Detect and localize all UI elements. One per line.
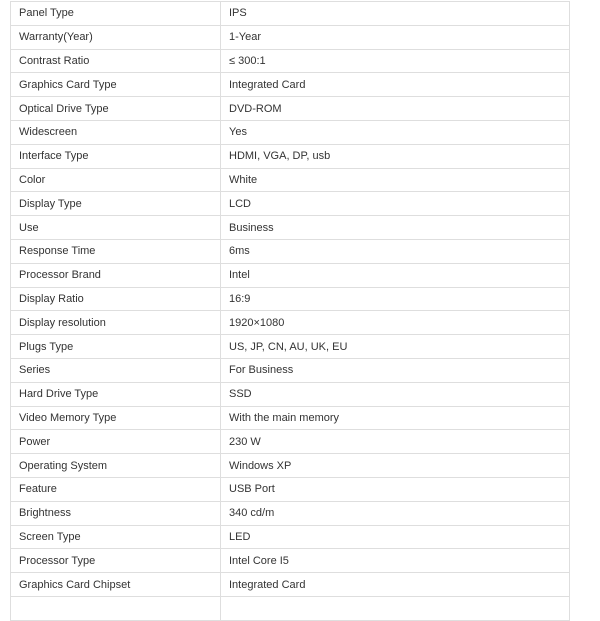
spec-value: US, JP, CN, AU, UK, EU [221,335,570,359]
table-row [11,382,570,406]
spec-value: Intel Core I5 [221,549,570,573]
spec-value: 340 cd/m [221,501,570,525]
spec-label: Feature [11,477,221,501]
spec-label: Use [11,216,221,240]
spec-label: Contrast Ratio [11,49,221,73]
spec-value: ≤ 300:1 [221,49,570,73]
table-row [11,168,570,192]
spec-label: Display Type [11,192,221,216]
table-row [11,454,570,478]
table-row [11,192,570,216]
spec-value: White [221,168,570,192]
table-row [11,311,570,335]
spec-value: SSD [221,382,570,406]
spec-value: Intel [221,263,570,287]
table-row [11,97,570,121]
table-row [11,120,570,144]
specifications-section [10,1,568,621]
spec-label: Processor Brand [11,263,221,287]
spec-value: IPS [221,2,570,26]
spec-value: Yes [221,120,570,144]
table-row [11,573,570,597]
spec-label: Interface Type [11,144,221,168]
spec-value: Business [221,216,570,240]
spec-label: Display Ratio [11,287,221,311]
spec-label: Panel Type [11,2,221,26]
spec-value: 230 W [221,430,570,454]
table-row [11,501,570,525]
spec-label: Graphics Card Chipset [11,573,221,597]
spec-value: For Business [221,358,570,382]
spec-label: Video Memory Type [11,406,221,430]
spec-label: Widescreen [11,120,221,144]
table-row [11,549,570,573]
spec-value: USB Port [221,477,570,501]
table-row [11,216,570,240]
table-row [11,49,570,73]
spec-value: Integrated Card [221,73,570,97]
spec-label: Brightness [11,501,221,525]
spec-label: Color [11,168,221,192]
spec-label: Operating System [11,454,221,478]
spec-label: Series [11,358,221,382]
specifications-table-body [11,2,570,621]
spec-value: Windows XP [221,454,570,478]
table-row [11,525,570,549]
spec-value: 16:9 [221,287,570,311]
table-row [11,239,570,263]
table-row [11,263,570,287]
specifications-table [10,1,570,621]
spec-value: With the main memory [221,406,570,430]
table-row [11,25,570,49]
spec-label: Power [11,430,221,454]
table-row [11,2,570,26]
spec-value: DVD-ROM [221,97,570,121]
spec-value: HDMI, VGA, DP, usb [221,144,570,168]
spec-label: Processor Type [11,549,221,573]
spec-label: Plugs Type [11,335,221,359]
table-row [11,144,570,168]
spec-value: 6ms [221,239,570,263]
spec-label: Warranty(Year) [11,25,221,49]
spec-label: Hard Drive Type [11,382,221,406]
table-row [11,430,570,454]
spec-value: 1-Year [221,25,570,49]
spec-value: 1920×1080 [221,311,570,335]
spec-label: Screen Type [11,525,221,549]
spec-value: Integrated Card [221,573,570,597]
spec-label: Display resolution [11,311,221,335]
spec-label: Graphics Card Type [11,73,221,97]
table-row [11,73,570,97]
spec-value: LCD [221,192,570,216]
table-row [11,406,570,430]
spec-value: LED [221,525,570,549]
table-row [11,287,570,311]
table-row [11,358,570,382]
table-row [11,335,570,359]
spec-label: Optical Drive Type [11,97,221,121]
spec-label: Response Time [11,239,221,263]
table-row [11,477,570,501]
